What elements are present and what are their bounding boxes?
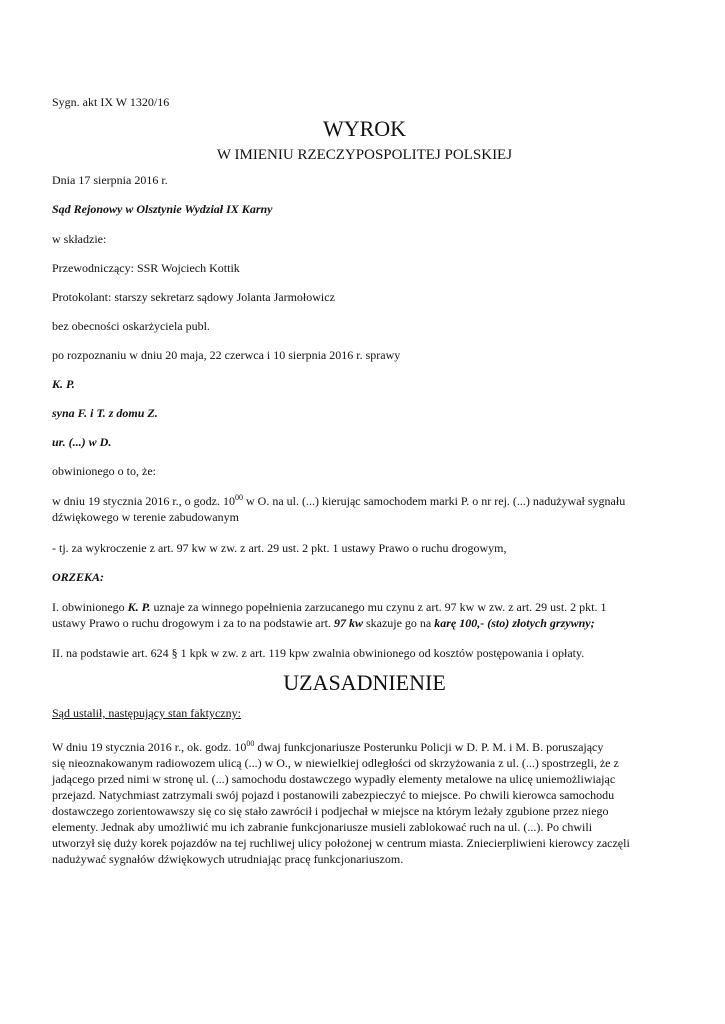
verdict-point-1-line-1: I. obwinionego K. P. uznaje za winnego popełnienia zarzucanego mu czynu z art. 97 kw w zw. z art. 29 ust. 2 pkt. 1: [52, 600, 607, 614]
presiding-judge: Przewodniczący: SSR Wojciech Kottik: [52, 261, 240, 275]
legal-qualification: - tj. za wykroczenie z art. 97 kw w zw. z art. 29 ust. 2 pkt. 1 ustawy Prawo o ruchu drogowym,: [52, 541, 507, 555]
court-name: Sąd Rejonowy w Olsztynie Wydział IX Karny: [52, 202, 273, 216]
prosecutor-absence: bez obecności oskarżyciela publ.: [52, 319, 210, 333]
defendant-parents: syna F. i T. z domu Z.: [52, 406, 158, 420]
verdict-point-1-line-2: ustawy Prawo o ruchu drogowym i za to na podstawie art. 97 kw skazuje go na karę 100,- (sto) złotych grzywny;: [52, 616, 595, 630]
case-signature: Sygn. akt IX W 1320/16: [52, 95, 170, 109]
defendant-birth: ur. (...) w D.: [52, 435, 112, 449]
document-title: WYROK: [322, 116, 407, 141]
facts-line: nadużywać sygnałów dźwiękowych utrudniając pracę funkcjonariuszom.: [52, 852, 404, 866]
facts-line: się nieoznakowanym radiowozem ulicą (...) w O., w niewielkiej odległości od skrzyżowania z ul. (...) spostrzegli, że z: [52, 756, 619, 770]
verdict-point-2: II. na podstawie art. 624 § 1 kpk w zw. z art. 119 kpw zwalnia obwinionego od kosztów postępowania i opłaty.: [52, 646, 585, 660]
facts-line: jadącego przed nimi w stronę ul. (...) samochodu dostawczego wypadły elementy metalowe na ulicę uniemożliwiając: [52, 772, 616, 786]
facts-line: dostawczego zorientowawszy się co się stało zawrócił i podjechał w miejsce na którym leżały zgubione przez niego: [52, 804, 609, 818]
justification-title: UZASADNIENIE: [283, 670, 446, 695]
document-subtitle: W IMIENIU RZECZYPOSPOLITEJ POLSKIEJ: [216, 147, 513, 163]
judgment-date: Dnia 17 sierpnia 2016 r.: [52, 173, 168, 187]
charge-line-2: dźwiękowego w terenie zabudowanym: [52, 510, 239, 524]
facts-heading: Sąd ustalił, następujący stan faktyczny:: [52, 706, 241, 720]
facts-line-1: W dniu 19 stycznia 2016 r., ok. godz. $10^{00}$ dwaj funkcjonariusze Posterunku Policji w D. P. M. i M. B. poruszający: [52, 739, 604, 754]
orders-heading: ORZEKA:: [52, 570, 105, 584]
facts-line: przejazd. Natychmiast zatrzymali swój pojazd i postanowili zabezpieczyć to miejsce. Po chwili kierowca samochodu: [52, 788, 615, 802]
composition-label: w składzie:: [52, 232, 107, 246]
court-clerk: Protokolant: starszy sekretarz sądowy Jolanta Jarmołowicz: [52, 290, 335, 304]
facts-line: utworzył się duży korek pojazdów na tej ruchliwej ulicy położonej w centrum miasta. Zniecierpliwieni kierowcy zaczęli: [52, 836, 630, 850]
charge-line-1: w dniu 19 stycznia 2016 r., o godz. $10^{00}$ w O. na ul. (...) kierując samochodem marki P. o nr rej. (...) nadużywał sygnału: [52, 493, 626, 508]
charged-label: obwinionego o to, że:: [52, 464, 156, 478]
facts-line: elementy. Jednak aby umożliwić mu ich zabranie funkcjonariusze musieli zablokować ruch na ul. (...). Po chwili: [52, 820, 593, 834]
defendant-name: K. P.: [52, 377, 75, 391]
hearing-dates: po rozpoznaniu w dniu 20 maja, 22 czerwca i 10 sierpnia 2016 r. sprawy: [52, 348, 401, 362]
